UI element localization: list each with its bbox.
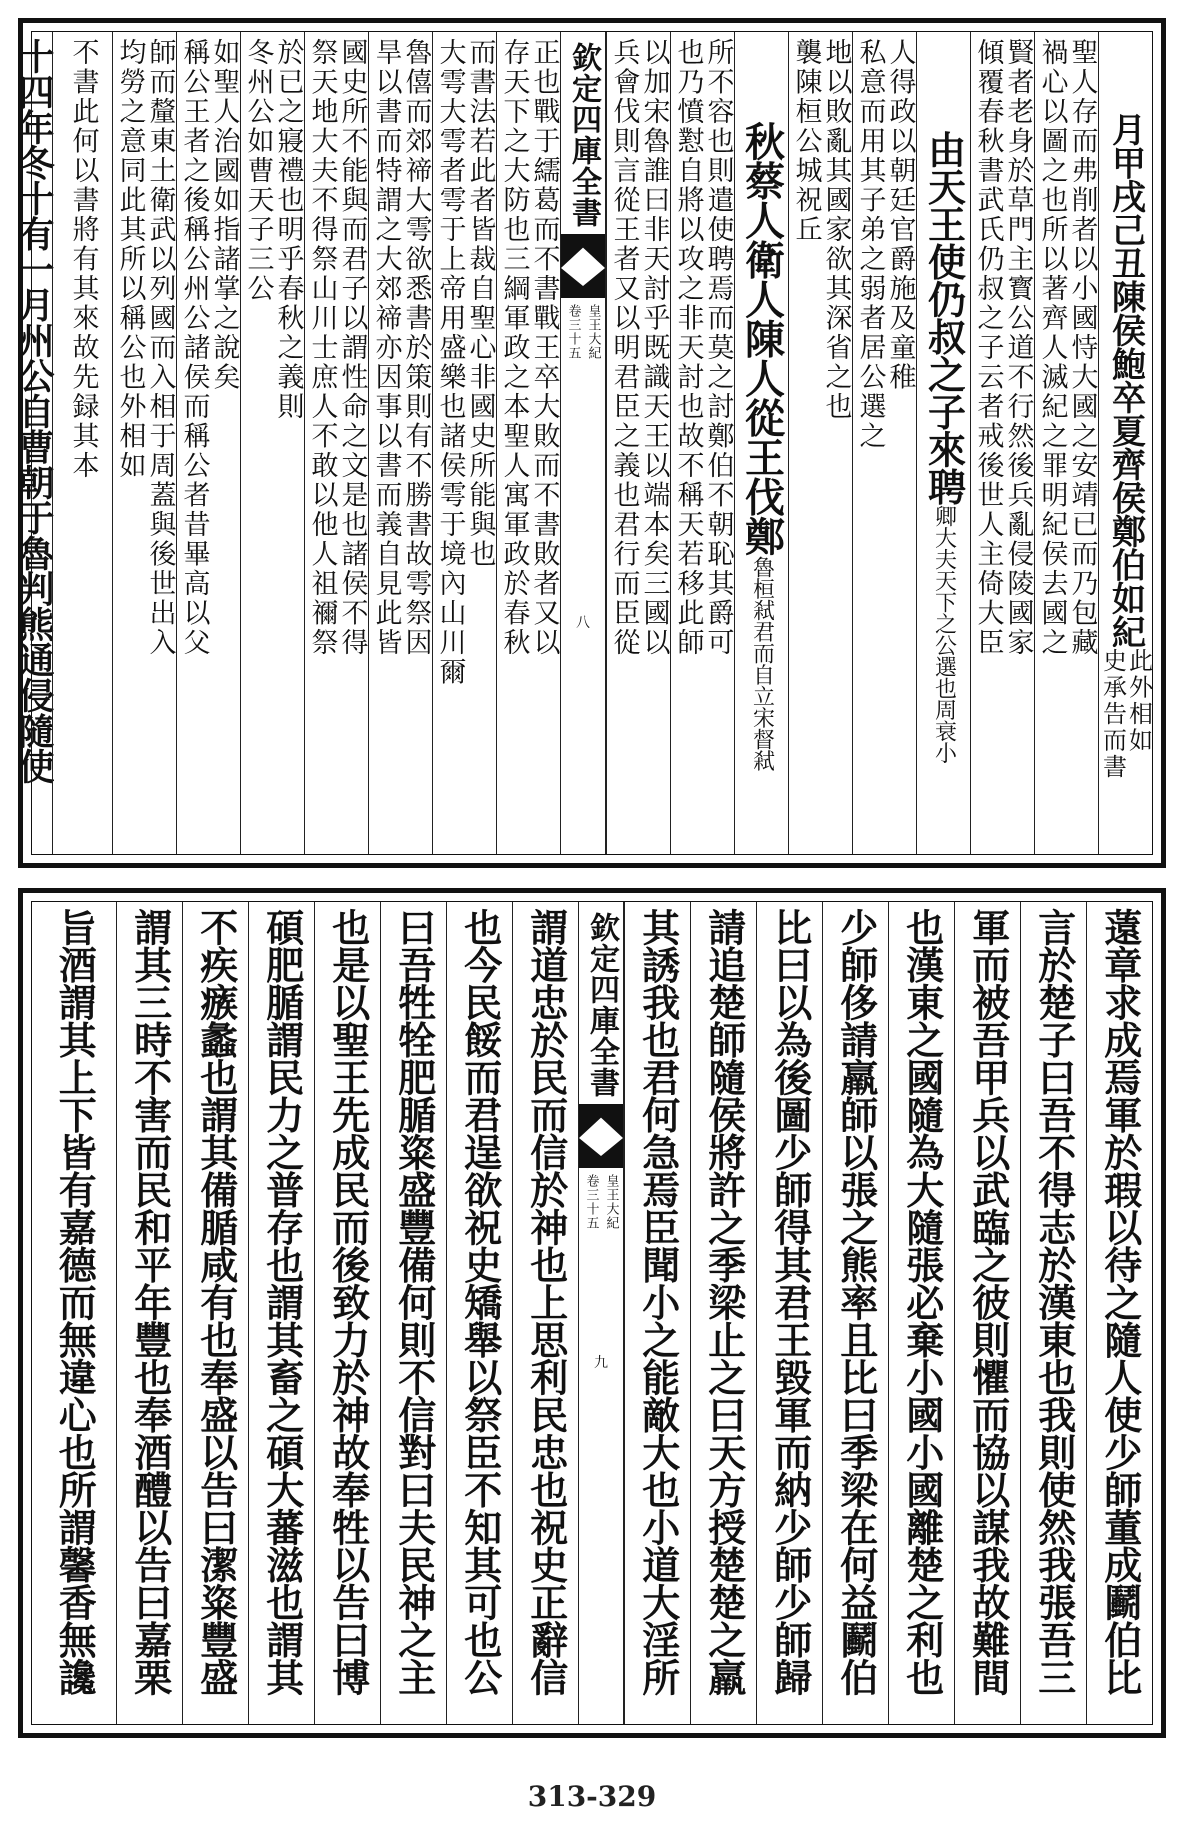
text-column bbox=[32, 902, 116, 1724]
column-text: 傾覆春秋書武氏仍叔之子云者戒後世人主倚大臣 bbox=[972, 38, 1004, 658]
fishtail-mark bbox=[579, 1104, 623, 1138]
text-column bbox=[248, 902, 314, 1724]
text-column bbox=[1020, 902, 1086, 1724]
column-text: 秋蔡人衛人陳人從王伐鄭 bbox=[738, 121, 786, 556]
column-text: 所不容也則遣使聘焉而莫之討鄭伯不朝恥其爵可 bbox=[702, 38, 734, 658]
fishtail-mark bbox=[561, 234, 605, 268]
text-column bbox=[734, 32, 788, 854]
spine-volume bbox=[582, 1174, 621, 1230]
spine-title: 欽定四庫全書 bbox=[566, 42, 601, 228]
column-text: 正也戰于繻葛而不書戰王卒大敗而不書敗者又以 bbox=[528, 38, 560, 658]
column-text: 少師侈請羸師以張之熊率且比曰季梁在何益鬬伯 bbox=[833, 908, 879, 1696]
text-column bbox=[13, 32, 55, 854]
text-column bbox=[1086, 902, 1152, 1724]
spine bbox=[560, 32, 606, 854]
column-annotation bbox=[1098, 647, 1153, 781]
text-column bbox=[314, 902, 380, 1724]
column-text: 均勞之意同此其所以稱公也外相如 bbox=[114, 38, 146, 481]
column-text: 請追楚師隨侯將許之季梁止之曰天方授楚楚之羸 bbox=[701, 908, 747, 1696]
text-column bbox=[512, 902, 578, 1724]
text-column bbox=[852, 32, 916, 854]
column-text: 由天王使仍叔之子來聘 bbox=[921, 129, 967, 505]
column-text: 曰吾牲牷肥腯粢盛豐備何則不信對曰夫民神之主 bbox=[391, 908, 437, 1696]
column-text: 存天下之大防也三綱軍政之本聖人寓軍政於春秋 bbox=[498, 38, 530, 658]
text-column bbox=[670, 32, 734, 854]
column-text: 碩肥腯謂民力之普存也謂其畜之碩大蕃滋也謂其 bbox=[259, 908, 305, 1696]
text-column bbox=[182, 902, 248, 1724]
text-column bbox=[380, 902, 446, 1724]
column-text: 不疾瘯蠡也謂其備腯咸有也奉盛以告曰潔粢豐盛 bbox=[193, 908, 239, 1696]
text-column bbox=[788, 32, 852, 854]
column-text: 魯僖而郊禘大雩欲悉書於策則有不勝書故雩祭因 bbox=[400, 38, 432, 658]
column-text: 地以敗亂其國家欲其深省之也 bbox=[820, 38, 852, 422]
text-column bbox=[690, 902, 756, 1724]
column-text: 國史所不能與而君子以謂性命之文是也諸侯不得 bbox=[336, 38, 368, 658]
text-column bbox=[368, 32, 432, 854]
column-text: 而書法若此者皆裁自聖心非國史所能與也 bbox=[464, 38, 496, 569]
column-text: 如聖人治國如指諸掌之說矣 bbox=[208, 38, 240, 392]
column-text: 於已之寢禮也明乎春秋之義則 bbox=[272, 38, 304, 422]
fishtail-mark bbox=[561, 268, 605, 298]
spine-volume-title: 皇王大紀 bbox=[603, 1174, 619, 1230]
column-text: 不書此何以書將有其來故先録其本 bbox=[67, 38, 99, 481]
column-annotation: 卿大夫天下之公選也周衰小 bbox=[931, 504, 957, 763]
column-text: 也是以聖王先成民而後致力於神故奉牲以告曰博 bbox=[325, 908, 371, 1696]
spine-title: 欽定四庫全書 bbox=[584, 912, 619, 1098]
column-text: 言於楚子曰吾不得志於漢東也我則使然我張吾三 bbox=[1031, 908, 1077, 1696]
column-annotation: 魯桓弒君而自立宋督弒 bbox=[749, 555, 775, 771]
bottom-page-columns bbox=[31, 901, 1153, 1725]
column-text: 比曰以為後圖少師得其君王毀軍而納少師少師歸 bbox=[767, 908, 813, 1696]
bottom-page bbox=[18, 888, 1166, 1738]
column-text: 以加宋魯誰曰非天討乎既識天王以端本矣三國以 bbox=[638, 38, 670, 658]
text-column bbox=[446, 902, 512, 1724]
text-column bbox=[176, 32, 240, 854]
text-column bbox=[624, 902, 690, 1724]
spine-volume-number: 卷三十五 bbox=[565, 304, 581, 360]
column-text: 祭天地大夫不得祭山川士庶人不敢以他人祖禰祭 bbox=[306, 38, 338, 658]
column-text: 襲陳桓公城祝丘 bbox=[790, 38, 822, 245]
column-text: 月甲戌己丑陳侯鮑卒夏齊侯鄭伯如紀 bbox=[1105, 111, 1146, 648]
top-page bbox=[13, 18, 1166, 868]
spine-volume bbox=[564, 304, 603, 360]
column-text: 大雩大雩者雩于上帝用盛樂也諸侯雩于境內山川爾 bbox=[434, 38, 466, 687]
footer-page-number: 313-329 bbox=[527, 1780, 657, 1813]
column-text: 人得政以朝廷官爵施及童稚 bbox=[884, 38, 916, 392]
column-text: 也乃憤懟自將以攻之非天討也故不稱天若移此師 bbox=[672, 38, 704, 658]
text-column bbox=[888, 902, 954, 1724]
text-column bbox=[432, 32, 496, 854]
column-text: 旱以書而特謂之大郊禘亦因事以書而義自見此皆 bbox=[370, 38, 402, 658]
column-text: 十四年冬十有一月州公自曹朝于魯判熊通侵隨使 bbox=[13, 38, 55, 784]
text-column bbox=[304, 32, 368, 854]
text-column bbox=[116, 902, 182, 1724]
column-text: 私意而用其子弟之弱者居公選之 bbox=[854, 38, 886, 451]
text-column bbox=[496, 32, 560, 854]
text-column bbox=[970, 32, 1034, 854]
text-column bbox=[756, 902, 822, 1724]
top-page-columns bbox=[13, 31, 1153, 855]
column-text: 也漢東之國隨為大隨張必棄小國小國離楚之利也 bbox=[899, 908, 945, 1696]
text-column bbox=[1098, 32, 1152, 854]
text-column bbox=[240, 32, 304, 854]
column-text: 冬州公如曹天子三公 bbox=[242, 38, 274, 304]
spine-volume-title: 皇王大紀 bbox=[585, 304, 601, 360]
column-text: 也今民餒而君逞欲祝史矯舉以祭臣不知其可也公 bbox=[457, 908, 503, 1696]
text-column bbox=[954, 902, 1020, 1724]
text-column bbox=[916, 32, 970, 854]
column-text: 軍而被吾甲兵以武臨之彼則懼而協以謀我故難間 bbox=[965, 908, 1011, 1696]
column-text: 兵會伐則言從王者又以明君臣之義也君行而臣從 bbox=[608, 38, 640, 658]
column-text: 師而釐東土衛武以列國而入相于周蓋與後世出入 bbox=[144, 38, 176, 658]
text-column bbox=[52, 32, 112, 854]
column-text: 謂其三時不害而民和平年豐也奉酒醴以告曰嘉栗 bbox=[127, 908, 173, 1696]
column-text: 禍心以圖之也所以著齊人滅紀之罪明紀侯去國之 bbox=[1036, 38, 1068, 658]
column-text: 謂道忠於民而信於神也上思利民忠也祝史正辭信 bbox=[523, 908, 569, 1696]
text-column bbox=[822, 902, 888, 1724]
text-column bbox=[112, 32, 176, 854]
column-text: 史承告而書 bbox=[1098, 647, 1127, 781]
column-text: 賢者老身於草門主寳公道不行然後兵亂侵陵國家 bbox=[1002, 38, 1034, 658]
column-text: 稱公王者之後稱公州公諸侯而稱公者昔畢高以父 bbox=[178, 38, 210, 658]
page-number: 八 bbox=[576, 615, 590, 631]
spine bbox=[578, 902, 624, 1724]
column-text: 薳章求成焉軍於瑕以待之隨人使少師董成鬬伯比 bbox=[1097, 908, 1143, 1696]
text-column bbox=[606, 32, 670, 854]
text-column bbox=[1034, 32, 1098, 854]
spine-volume-number: 卷三十五 bbox=[583, 1174, 599, 1230]
page-number: 九 bbox=[594, 1355, 608, 1371]
column-text: 其誘我也君何急焉臣聞小之能敵大也小道大淫所 bbox=[635, 908, 681, 1696]
column-text: 聖人存而弗削者以小國恃大國之安靖已而乃包藏 bbox=[1066, 38, 1098, 658]
fishtail-mark bbox=[579, 1138, 623, 1168]
column-text: 旨酒謂其上下皆有嘉德而無違心也所謂馨香無讒 bbox=[52, 908, 98, 1696]
column-text: 此外相如 bbox=[1124, 647, 1153, 754]
